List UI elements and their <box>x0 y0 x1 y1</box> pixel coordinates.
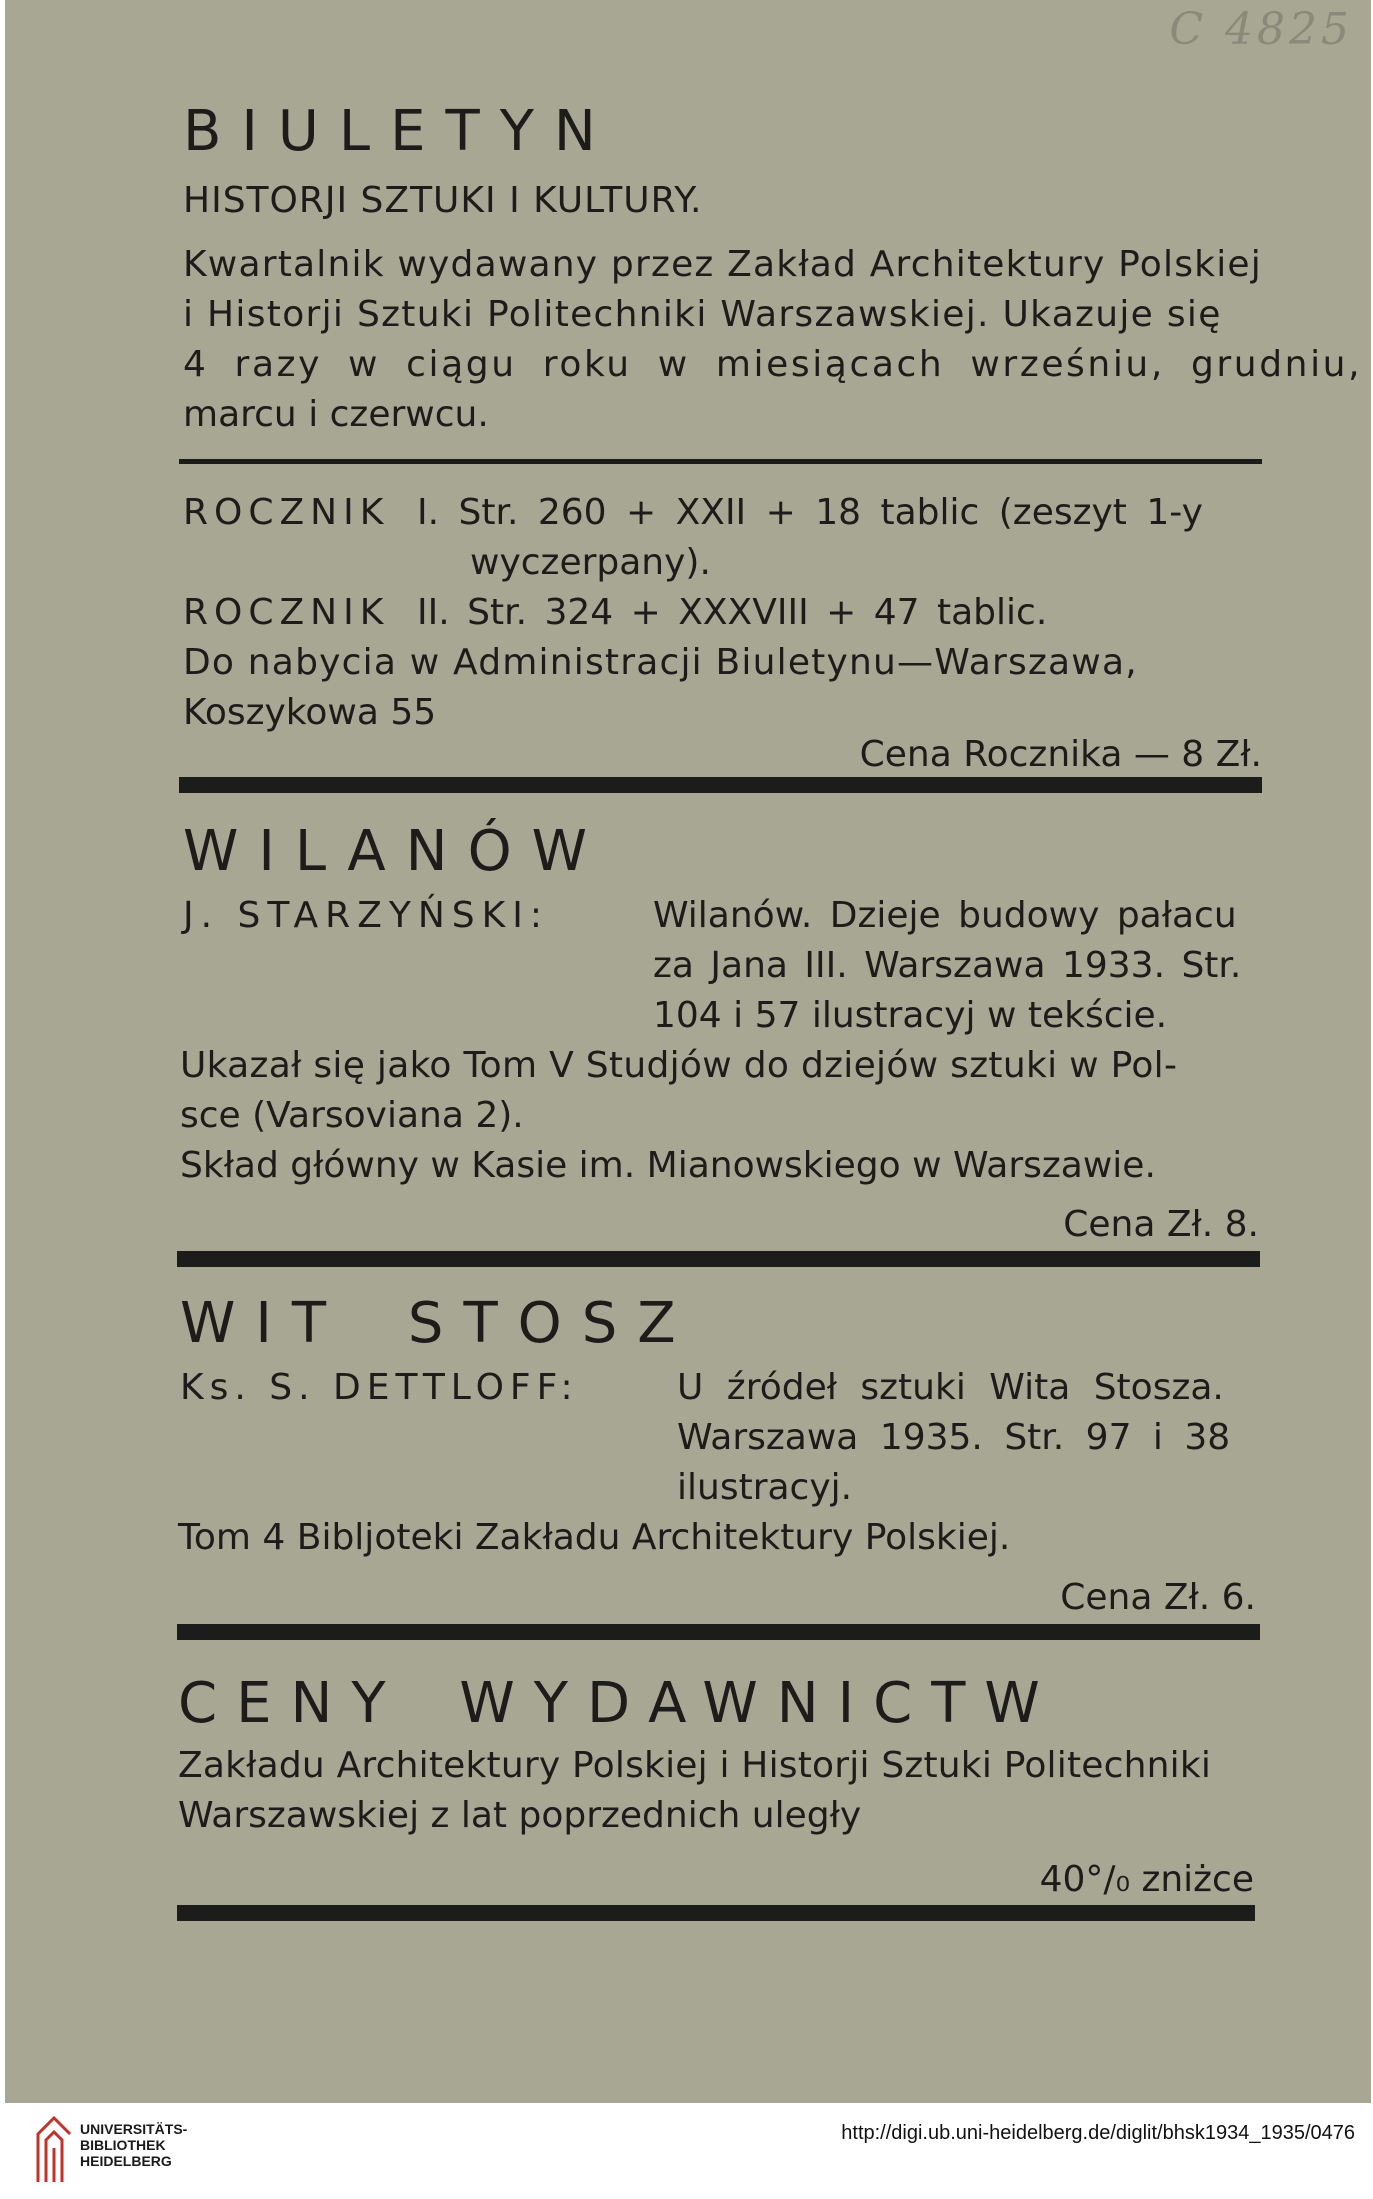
biuletyn-desc-line: Kwartalnik wydawany przez Zakład Architektury Polskiej <box>183 244 1262 285</box>
divider <box>179 459 1262 464</box>
biuletyn-desc-line: marcu i czerwcu. <box>183 394 489 435</box>
nabycie-text: Koszykowa 55 <box>183 692 437 733</box>
wit-stosz-work-line: Warszawa 1935. Str. 97 i 38 <box>677 1417 1231 1458</box>
wit-stosz-work-line: ilustracyj. <box>677 1467 853 1508</box>
ceny-text-line: Warszawskiej z lat poprzednich uległy <box>178 1795 862 1836</box>
wilanow-note-line: Ukazał się jako Tom V Studjów do dziejów sztuki w Pol- <box>180 1045 1178 1086</box>
biuletyn-title: BIULETYN <box>183 99 616 164</box>
library-name-line: UNIVERSITÄTS- <box>80 2121 188 2137</box>
wilanow-author: J. STARZYŃSKI: <box>183 895 549 936</box>
handwritten-shelfmark: C 4825 <box>1169 4 1353 55</box>
wilanow-work-line: za Jana III. Warszawa 1933. Str. <box>653 945 1242 986</box>
library-name-line: BIBLIOTHEK <box>80 2137 166 2153</box>
biuletyn-desc-line: i Historji Sztuki Politechniki Warszawskiej. Ukazuje się <box>183 294 1222 335</box>
rocznik-label: ROCZNIK <box>183 492 390 533</box>
wilanow-note-line: sce (Varsoviana 2). <box>180 1095 524 1136</box>
ceny-title: CENY WYDAWNICTW <box>178 1671 1059 1736</box>
divider <box>179 777 1262 793</box>
scanned-page <box>5 0 1371 2103</box>
divider <box>177 1251 1260 1267</box>
divider <box>177 1624 1260 1640</box>
divider <box>177 1905 1255 1921</box>
page-url-link[interactable]: http://digi.ub.uni-heidelberg.de/diglit/bhsk1934_1935/0476 <box>841 2122 1355 2144</box>
rocznik-text: I. Str. 260 + XXII + 18 tablic (zeszyt 1-y <box>417 492 1203 533</box>
rocznik-text: II. Str. 324 + XXXVIII + 47 tablic. <box>417 592 1048 633</box>
biuletyn-desc-line: 4 razy w ciągu roku w miesiącach wrześniu, grudniu, <box>183 344 1363 385</box>
wit-stosz-note: Tom 4 Bibljoteki Zakładu Architektury Polskiej. <box>178 1517 1011 1558</box>
library-name <box>80 2121 187 2169</box>
library-name-line: HEIDELBERG <box>80 2153 172 2169</box>
wit-stosz-author: Ks. S. DETTLOFF: <box>180 1367 579 1408</box>
nabycie-text: Do nabycia w Administracji Biuletynu—Warszawa, <box>183 642 1138 683</box>
wilanow-price: Cena Zł. 8. <box>1063 1204 1259 1245</box>
wit-stosz-work-line: U źródeł sztuki Wita Stosza. <box>677 1367 1224 1408</box>
rocznik-text-cont: wyczerpany). <box>470 542 711 583</box>
ceny-text-line: Zakładu Architektury Polskiej i Historji Sztuki Politechniki <box>178 1745 1212 1786</box>
ceny-discount: 40°/₀ zniżce <box>1039 1859 1254 1900</box>
wilanow-work-line: 104 i 57 ilustracyj w tekście. <box>653 995 1168 1036</box>
wilanow-work-line: Wilanów. Dzieje budowy pałacu <box>653 895 1237 936</box>
viewer-footer <box>0 2103 1373 2199</box>
wilanow-note-line: Skład główny w Kasie im. Mianowskiego w Warszawie. <box>180 1145 1156 1186</box>
wilanow-title: WILANÓW <box>183 819 608 884</box>
wit-stosz-title: WIT STOSZ <box>180 1291 696 1356</box>
wit-stosz-price: Cena Zł. 6. <box>1060 1577 1256 1618</box>
rocznik-label: ROCZNIK <box>183 592 390 633</box>
biuletyn-price: Cena Rocznika — 8 Zł. <box>859 734 1262 775</box>
library-logo-icon <box>34 2112 74 2184</box>
biuletyn-subtitle: HISTORJI SZTUKI I KULTURY. <box>183 180 703 221</box>
